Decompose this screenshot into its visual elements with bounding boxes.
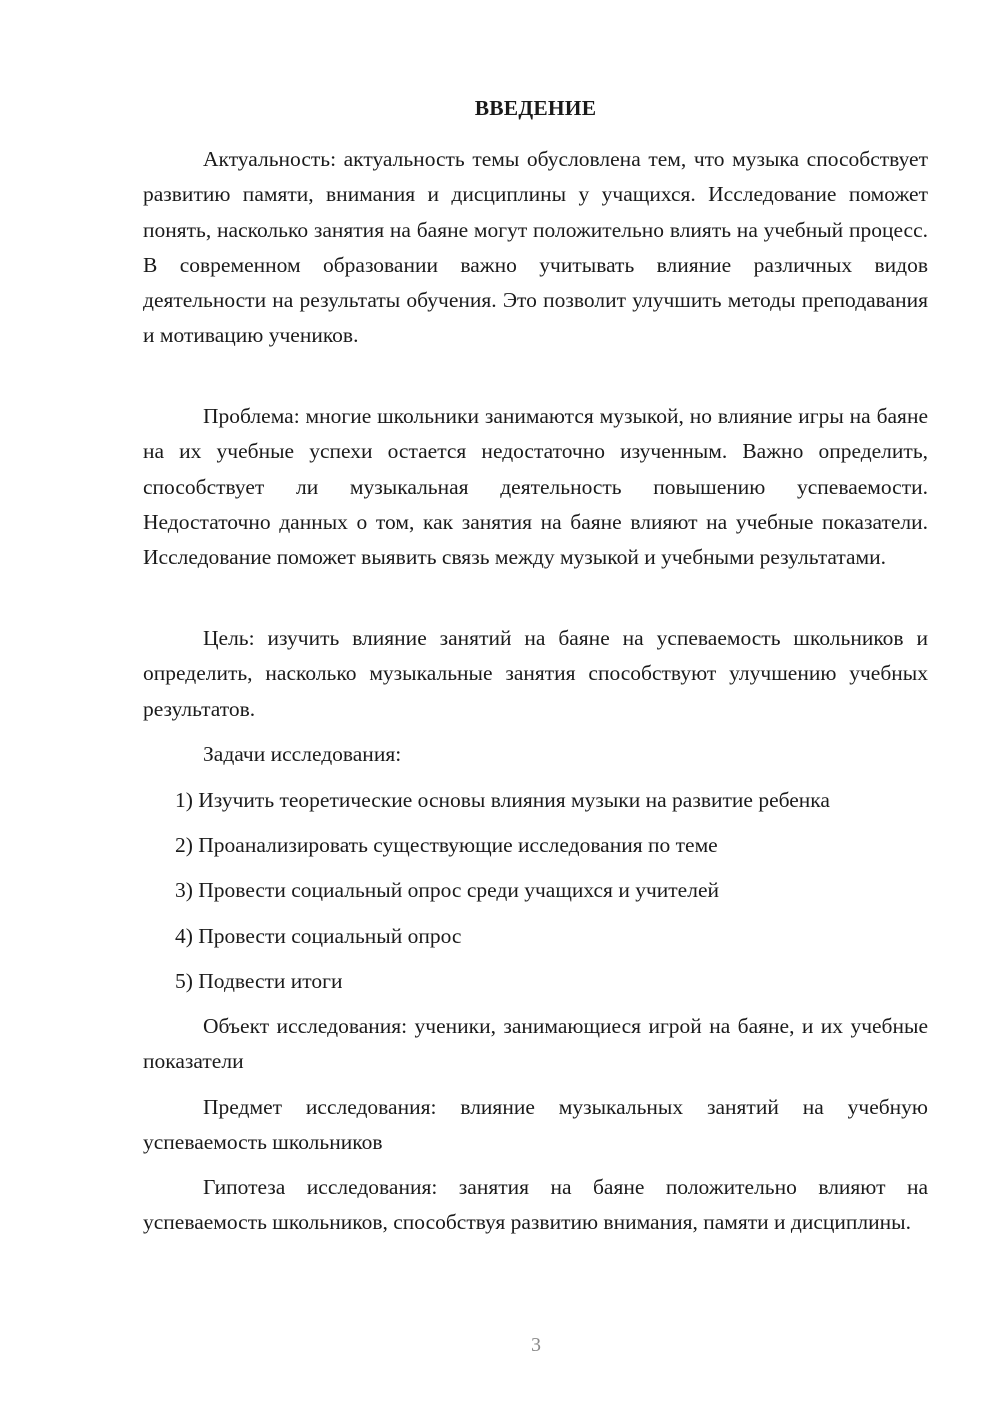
paragraph-hypothesis: Гипотеза исследования: занятия на баяне положительно влияют на успеваемость школьников, способствуя развитию внимания, памяти и дисциплины. (143, 1175, 928, 1235)
paragraph-subject: Предмет исследования: влияние музыкальных занятий на учебную успеваемость школьников (143, 1095, 928, 1155)
paragraph-problem: Проблема: многие школьники занимаются музыкой, но влияние игры на баяне на их учебные успехи остается недостаточно изученным. Важно определить, способствует ли музыкальная деятельность повышению успеваемости. Недостаточно данных о том, как занятия на баяне влияют на учебные показатели. Исследование поможет выявить связь между музыкой и учебными результатами. (143, 404, 928, 570)
list-item-task-2: 2) Проанализировать существующие исследования по теме (175, 833, 718, 857)
paragraph-object: Объект исследования: ученики, занимающиеся игрой на баяне, и их учебные показатели (143, 1014, 928, 1074)
paragraph-relevance: Актуальность: актуальность темы обусловлена тем, что музыка способствует развитию памяти, внимания и дисциплины у учащихся. Исследование поможет понять, насколько занятия на баяне могут положительно влиять на учебный процесс. В современном образовании важно учитывать влияние различных видов деятельности на результаты обучения. Это позволит улучшить методы преподавания и мотивацию учеников. (143, 147, 928, 348)
page-number: 3 (531, 1334, 541, 1356)
list-item-task-4: 4) Провести социальный опрос (175, 924, 462, 948)
tasks-heading: Задачи исследования: (203, 742, 402, 766)
list-item-task-5: 5) Подвести итоги (175, 969, 343, 993)
list-item-task-1: 1) Изучить теоретические основы влияния музыки на развитие ребенка (175, 788, 830, 812)
list-item-task-3: 3) Провести социальный опрос среди учащихся и учителей (175, 878, 719, 902)
paragraph-goal: Цель: изучить влияние занятий на баяне на успеваемость школьников и определить, насколько музыкальные занятия способствуют улучшению учебных результатов. (143, 626, 928, 721)
page-title: ВВЕДЕНИЕ (474, 96, 597, 120)
